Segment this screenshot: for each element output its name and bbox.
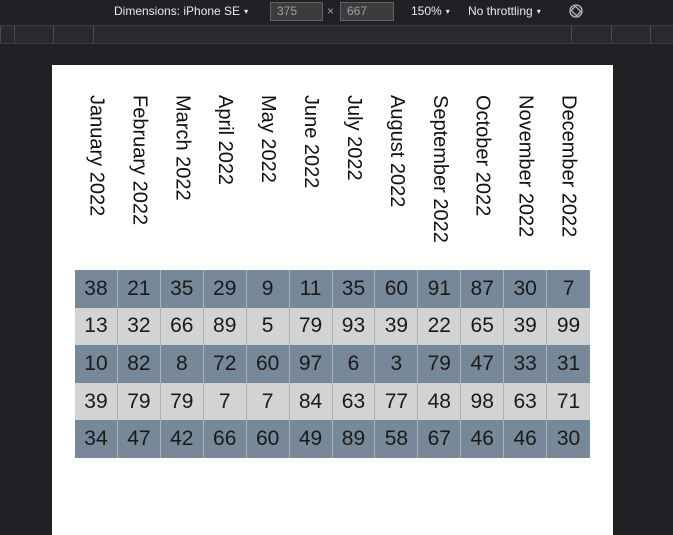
table-cell: 29 [204,270,247,308]
table-cell: 77 [375,383,418,421]
table-cell: 42 [161,420,204,458]
ruler-segment[interactable] [14,26,15,43]
table-cell: 87 [461,270,504,308]
column-header: June 2022 [300,95,323,189]
column-header: July 2022 [342,95,365,181]
table-cell: 7 [547,270,590,308]
table-cell: 84 [290,383,333,421]
rotate-icon[interactable] [569,4,583,18]
table-cell: 72 [204,345,247,383]
chevron-down-icon: ▾ [445,7,450,16]
column-header: February 2022 [128,95,151,226]
table-cell: 63 [333,383,376,421]
table-cell: 67 [418,420,461,458]
ruler-segment[interactable] [0,26,1,43]
table-cell: 48 [418,383,461,421]
table-cell: 79 [290,308,333,346]
column-header: May 2022 [257,95,280,183]
table-cell: 21 [118,270,161,308]
table-cell: 39 [504,308,547,346]
column-header: April 2022 [214,95,237,186]
table-cell: 34 [75,420,118,458]
column-header: December 2022 [557,95,580,238]
table-cell: 3 [375,345,418,383]
column-header: September 2022 [428,95,451,243]
table-cell: 66 [204,420,247,458]
table-cell: 22 [418,308,461,346]
ruler-segment[interactable] [93,26,94,43]
table-cell: 60 [247,345,290,383]
table-cell: 71 [547,383,590,421]
ruler-segment[interactable] [53,26,54,43]
table-cell: 79 [118,383,161,421]
table-cell: 82 [118,345,161,383]
table-cell: 35 [161,270,204,308]
data-table [75,95,590,458]
table-cell: 65 [461,308,504,346]
table-cell: 13 [75,308,118,346]
media-query-bar [0,25,673,44]
table-cell: 89 [333,420,376,458]
table-cell: 91 [418,270,461,308]
table-cell: 93 [333,308,376,346]
table-cell: 30 [504,270,547,308]
table-cell: 5 [247,308,290,346]
ruler-segment[interactable] [611,26,612,43]
throttling-dropdown[interactable] [468,0,541,24]
table-cell: 79 [161,383,204,421]
zoom-dropdown[interactable] [411,0,450,24]
table-cell: 46 [461,420,504,458]
zoom-label: 150% [411,4,442,18]
table-cell: 35 [333,270,376,308]
table-cell: 98 [461,383,504,421]
table-cell: 33 [504,345,547,383]
height-input[interactable]: 667 [340,2,394,21]
table-cell: 99 [547,308,590,346]
column-header: March 2022 [171,95,194,201]
table-cell: 60 [247,420,290,458]
column-header: November 2022 [514,95,537,238]
column-header: August 2022 [385,95,408,208]
table-cell: 79 [418,345,461,383]
table-cell: 63 [504,383,547,421]
table-cell: 7 [204,383,247,421]
throttling-label: No throttling [468,4,533,18]
table-cell: 46 [504,420,547,458]
device-viewport [52,65,613,535]
table-cell: 32 [118,308,161,346]
table-cell: 7 [247,383,290,421]
times-sign: × [327,4,335,18]
table-cell: 66 [161,308,204,346]
table-cell: 10 [75,345,118,383]
table-cell: 49 [290,420,333,458]
width-input[interactable]: 375 [270,2,323,21]
table-cell: 89 [204,308,247,346]
table-cell: 30 [547,420,590,458]
chevron-down-icon: ▾ [536,7,541,16]
table-cell: 6 [333,345,376,383]
table-cell: 97 [290,345,333,383]
ruler-segment[interactable] [650,26,651,43]
table-cell: 11 [290,270,333,308]
ruler-segment[interactable] [571,26,572,43]
table-cell: 31 [547,345,590,383]
table-cell: 58 [375,420,418,458]
column-header: January 2022 [85,95,108,217]
table-cell: 8 [161,345,204,383]
table-cell: 39 [75,383,118,421]
table-cell: 47 [461,345,504,383]
table-cell: 60 [375,270,418,308]
table-cell: 47 [118,420,161,458]
dimensions-label: Dimensions: iPhone SE [114,4,241,18]
table-cell: 38 [75,270,118,308]
column-header: October 2022 [471,95,494,217]
dimensions-dropdown[interactable] [114,0,248,24]
chevron-down-icon: ▾ [244,7,249,16]
table-cell: 9 [247,270,290,308]
device-toolbar [0,0,673,24]
table-cell: 39 [375,308,418,346]
